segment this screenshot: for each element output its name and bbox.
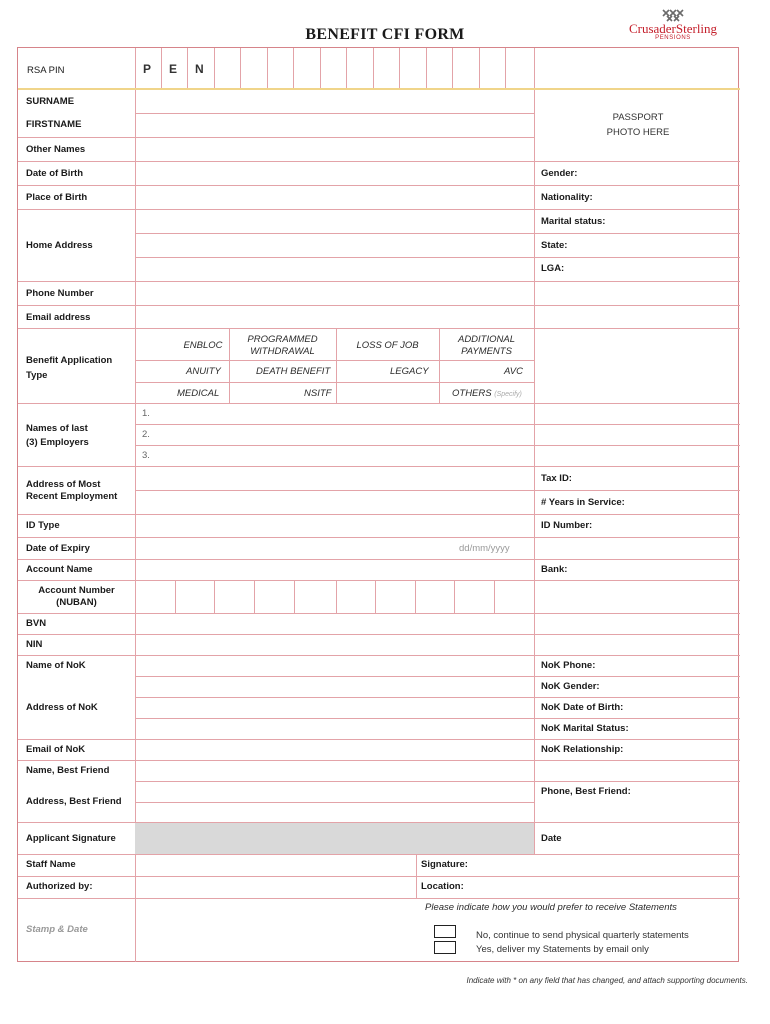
friend-phone-label: Phone, Best Friend: — [541, 786, 631, 797]
others-hint: (Specify) — [494, 391, 522, 398]
nationality-label: Nationality: — [541, 192, 593, 203]
account-number-line1: Account Number — [38, 585, 115, 596]
logo-brand-text: CrusaderSterling — [628, 21, 718, 36]
company-logo — [618, 8, 728, 42]
stamp-date-label: Stamp & Date — [26, 924, 88, 935]
email-address-label: Email address — [26, 312, 91, 323]
option-loss-of-job[interactable]: LOSS OF JOB — [356, 340, 419, 351]
footer-note: Indicate with * on any field that has changed, and attach supporting documents. — [466, 976, 748, 985]
form-title: BENEFIT CFI FORM — [305, 26, 465, 43]
marital-status-label: Marital status: — [541, 216, 606, 227]
nok-email-label: Email of NoK — [26, 744, 86, 755]
option-enbloc[interactable]: ENBLOC — [183, 340, 223, 351]
recent-employment-label — [26, 479, 117, 503]
option-others[interactable] — [452, 388, 522, 399]
benefit-form — [17, 47, 739, 962]
nok-gender-label: NoK Gender: — [541, 681, 600, 692]
tax-id-label: Tax ID: — [541, 473, 572, 484]
staff-name-label: Staff Name — [26, 859, 76, 870]
nok-name-label: Name of NoK — [26, 660, 86, 671]
option-medical[interactable]: MEDICAL — [177, 388, 220, 399]
gender-label: Gender: — [541, 168, 578, 179]
rsa-pin-prefix-n: N — [195, 62, 204, 76]
option-additional-payments[interactable] — [439, 334, 534, 358]
id-number-label: ID Number: — [541, 520, 593, 531]
staff-signature-label: Signature: — [421, 859, 468, 870]
account-name-label: Account Name — [26, 564, 93, 575]
nok-dob-label: NoK Date of Birth: — [541, 702, 624, 713]
employer-3-number: 3. — [142, 450, 150, 461]
photo-line2: PHOTO HERE — [606, 127, 670, 138]
statements-prompt: Please indicate how you would prefer to receive Statements — [425, 902, 677, 913]
option-legacy[interactable]: LEGACY — [390, 366, 429, 377]
additional-line1: ADDITIONAL — [457, 334, 515, 345]
employer-1-number: 1. — [142, 408, 150, 419]
employer-2-number: 2. — [142, 429, 150, 440]
date-of-expiry-label: Date of Expiry — [26, 543, 90, 554]
additional-line2: PAYMENTS — [461, 346, 512, 357]
home-address-label: Home Address — [26, 240, 93, 251]
photo-line1: PASSPORT — [612, 112, 664, 123]
applicant-signature-label: Applicant Signature — [26, 833, 116, 844]
nok-phone-label: NoK Phone: — [541, 660, 596, 671]
physical-statements-checkbox[interactable] — [434, 925, 456, 938]
benefit-application-label — [26, 353, 112, 383]
years-in-service-label: # Years in Service: — [541, 497, 625, 508]
lga-label: LGA: — [541, 263, 565, 274]
benefit-label-line1: Benefit Application — [26, 355, 113, 366]
option-anuity[interactable]: ANUITY — [186, 366, 221, 377]
rsa-pin-label: RSA PIN — [27, 65, 65, 76]
dob-label: Date of Birth — [26, 168, 83, 179]
firstname-label: FIRSTNAME — [26, 119, 82, 130]
account-number-line2: (NUBAN) — [56, 597, 97, 608]
state-label: State: — [541, 240, 568, 251]
option-death-benefit[interactable]: DEATH BENEFIT — [256, 366, 331, 377]
surname-label: SURNAME — [26, 96, 75, 107]
account-number-label — [18, 585, 135, 609]
email-statements-option: Yes, deliver my Statements by email only — [476, 944, 649, 955]
place-of-birth-label: Place of Birth — [26, 192, 88, 203]
option-nsitf[interactable]: NSITF — [304, 388, 332, 399]
other-names-label: Other Names — [26, 144, 86, 155]
programmed-line2: WITHDRAWAL — [250, 346, 315, 357]
rsa-pin-prefix-e: E — [169, 62, 178, 76]
bvn-label: BVN — [26, 618, 47, 629]
id-type-label: ID Type — [26, 520, 60, 531]
bank-label: Bank: — [541, 564, 568, 575]
location-label: Location: — [421, 881, 464, 892]
option-avc[interactable]: AVC — [504, 366, 524, 377]
email-statements-checkbox[interactable] — [434, 941, 456, 954]
passport-photo-area[interactable] — [578, 110, 698, 140]
friend-address-label: Address, Best Friend — [26, 796, 122, 807]
logo-sub-text: PENSIONS — [655, 35, 691, 41]
others-text: OTHERS — [452, 388, 492, 399]
employers-label-line2: (3) Employers — [26, 437, 89, 448]
nok-relationship-label: NoK Relationship: — [541, 744, 624, 755]
phone-number-label: Phone Number — [26, 288, 94, 299]
date-of-expiry-placeholder[interactable]: dd/mm/yyyy — [459, 543, 510, 554]
nok-address-label: Address of NoK — [26, 702, 98, 713]
authorized-by-label: Authorized by: — [26, 881, 93, 892]
nin-label: NIN — [26, 639, 43, 650]
programmed-line1: PROGRAMMED — [247, 334, 318, 345]
employers-label-line1: Names of last — [26, 423, 88, 434]
physical-statements-option: No, continue to send physical quarterly statements — [476, 930, 689, 941]
recent-employment-line1: Address of Most — [26, 479, 101, 490]
signature-date-label: Date — [541, 833, 562, 844]
recent-employment-line2: Recent Employment — [26, 491, 118, 502]
friend-name-label: Name, Best Friend — [26, 765, 110, 776]
logo-mark-icon — [661, 8, 685, 22]
option-programmed-withdrawal[interactable] — [229, 334, 336, 358]
employers-label — [26, 422, 89, 450]
rsa-pin-prefix-p: P — [143, 62, 152, 76]
benefit-label-line2: Type — [26, 370, 48, 381]
nok-marital-status-label: NoK Marital Status: — [541, 723, 629, 734]
